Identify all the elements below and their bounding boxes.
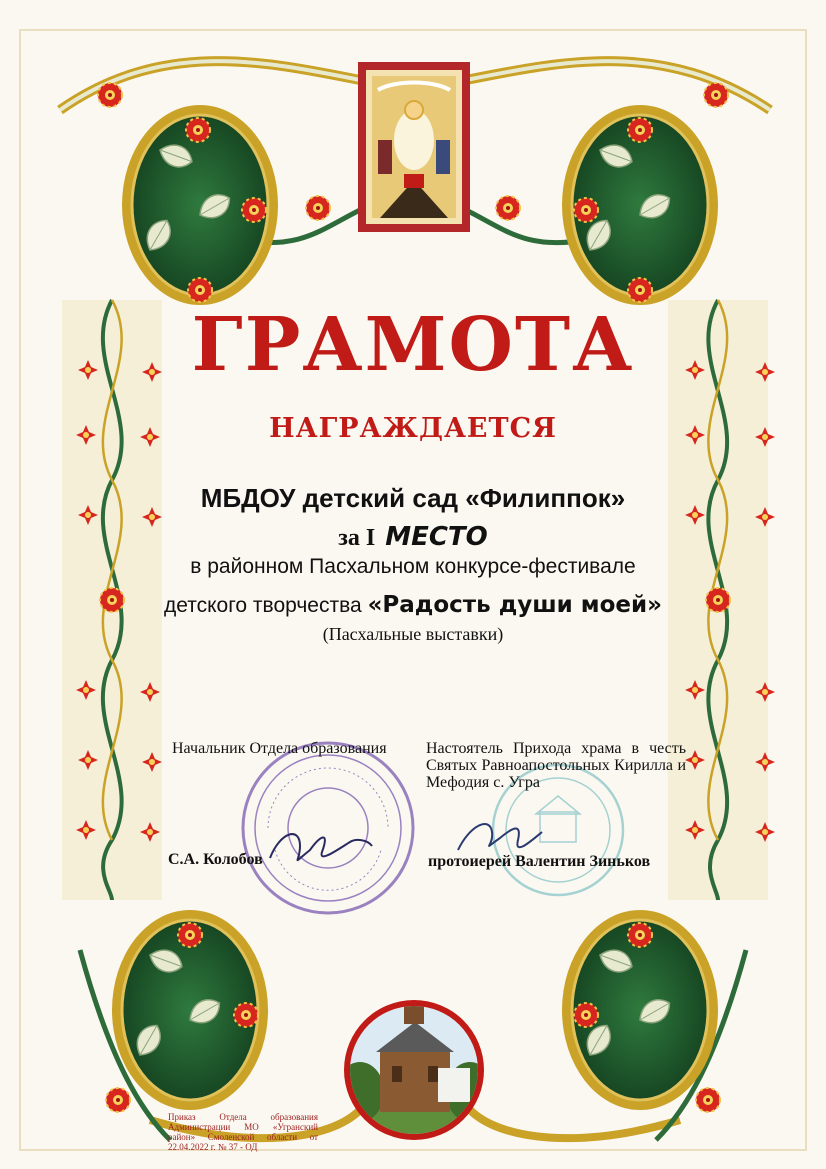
place-prefix: за I <box>338 525 376 551</box>
resurrection-icon <box>358 62 470 232</box>
order-note: Приказ Отдела образования Администрации МО «Угранский район» Смоленской области от 22.04.2022 г. № 37 - ОД <box>168 1112 318 1152</box>
place-line <box>0 522 826 552</box>
left-stamp <box>243 743 413 913</box>
left-signatory-name: С.А. Колобов <box>168 851 263 868</box>
corner-ornament-bottom-right <box>562 910 718 1110</box>
certificate-subtitle: НАГРАЖДАЕТСЯ <box>269 413 557 444</box>
place-word: МЕСТО <box>385 522 488 552</box>
competition-line-1: в районном Пасхальном конкурсе-фестивале <box>190 555 636 578</box>
awardee-name: МБДОУ детский сад «Филиппок» <box>200 483 626 513</box>
left-signatory-role: Начальник Отдела образования <box>172 740 387 757</box>
right-signatory-name: протоиерей Валентин Зиньков <box>428 853 651 870</box>
competition-line-2-prefix: детского творчества <box>164 594 362 617</box>
certificate-title: ГРАМОТА <box>191 302 635 388</box>
corner-ornament-top-right <box>562 105 718 305</box>
festival-name: «Радость души моей» <box>367 592 662 618</box>
competition-category: (Пасхальные выставки) <box>322 624 504 644</box>
corner-ornament-bottom-left <box>112 910 268 1110</box>
corner-ornament-top-left <box>122 105 278 305</box>
right-signatory-role: Настоятель Прихода храма в честь Святых Равноапостольных Кирилла и Мефодия с. Угра <box>426 740 686 791</box>
right-signature <box>458 824 542 850</box>
competition-line-2 <box>0 592 826 618</box>
